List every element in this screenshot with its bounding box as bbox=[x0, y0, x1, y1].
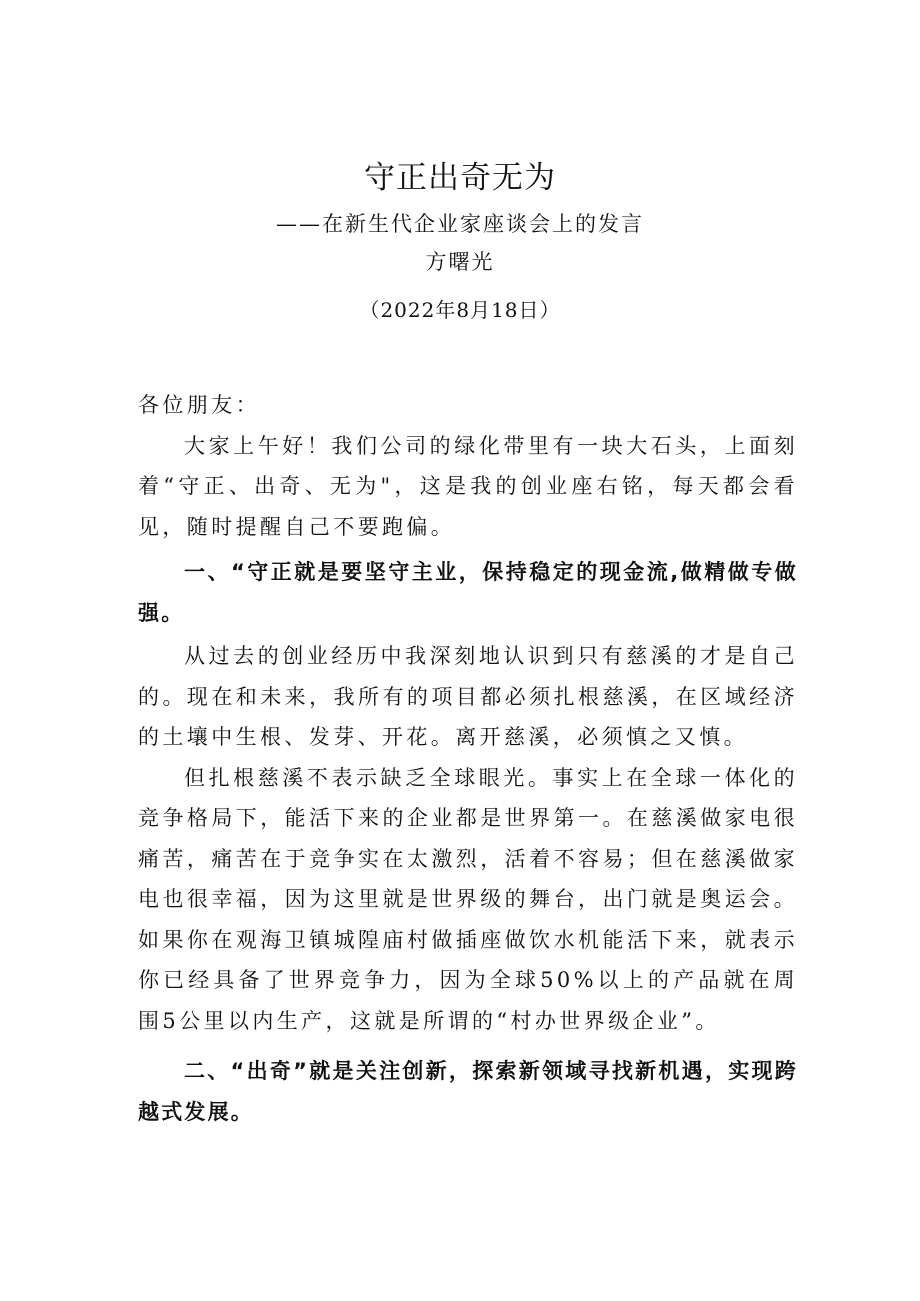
document-title: 守正出奇无为 bbox=[364, 160, 556, 196]
section-heading-2: 二、“出奇”就是关注创新，探索新领域寻找新机遇，实现跨越式发展。 bbox=[138, 1059, 798, 1124]
document-date: （2022年8月18日） bbox=[359, 298, 561, 322]
paragraph-greeting: 大家上午好！我们公司的绿化带里有一块大石头，上面刻着“守正、出奇、无为"，这是我的创业座右铭，每天都会看见，随时提醒自己不要跑偏。 bbox=[138, 433, 798, 539]
document-subtitle: ——在新生代企业家座谈会上的发言 bbox=[276, 212, 644, 236]
paragraph-global-vision: 但扎根慈溪不表示缺乏全球眼光。事实上在全球一体化的竞争格局下，能活下来的企业都是世界第一。在慈溪做家电很痛苦，痛苦在于竞争实在太激烈，活着不容易；但在慈溪做家电也很幸福，因为这里就是世界级的舞台，出门就是奥运会。如果你在观海卫镇城隍庙村做插座做饮水机能活下来，就表示你已经具备了世界竞争力，因为全球50%以上的产品就在周围5公里以内生产，这就是所谓的“村办世界级企业”。 bbox=[138, 765, 798, 1033]
paragraph-cixi-roots: 从过去的创业经历中我深刻地认识到只有慈溪的才是自己的。现在和未来，我所有的项目都必须扎根慈溪，在区域经济的土壤中生根、发芽、开花。离开慈溪，必须慎之又慎。 bbox=[138, 644, 798, 749]
section-heading-1: 一、“守正就是要坚守主业，保持稳定的现金流,做精做专做强。 bbox=[138, 560, 798, 625]
document-author: 方曙光 bbox=[425, 250, 495, 274]
salutation: 各位朋友： bbox=[138, 393, 260, 417]
document-body bbox=[138, 385, 798, 1135]
